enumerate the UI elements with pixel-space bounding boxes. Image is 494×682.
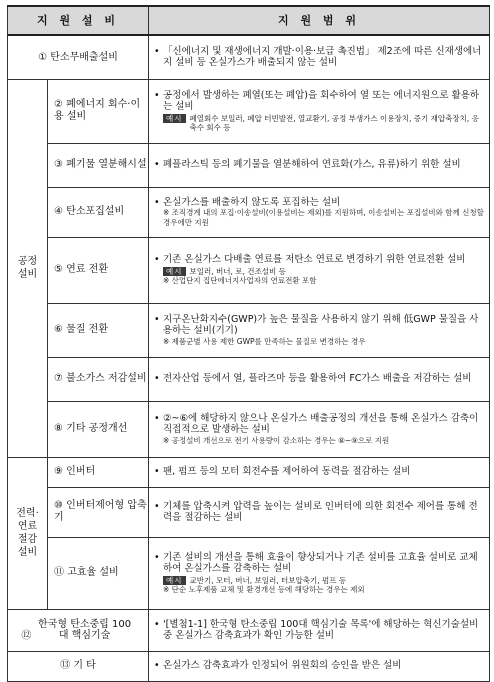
row-number: ⑤ — [54, 263, 63, 275]
note-text: ※ 조직경계 내의 포집·이송설비(이용설비는 제외)를 지원하며, 이송설비는 포집설비와 함께 신청할 경우에만 지원 — [163, 208, 484, 227]
scope-text: ②~⑥에 해당하지 않으나 온실가스 배출공정의 개선을 통해 온실가스 감축이 직접적으로 발생하는 설비 — [163, 412, 479, 436]
example-box — [154, 114, 486, 133]
bullet: • — [154, 45, 160, 57]
example-tag: 예시 — [163, 576, 186, 586]
table-row — [8, 609, 490, 651]
row-number: ② — [54, 98, 63, 110]
scope-cell — [149, 537, 490, 609]
category-label: 전력·연료절감설비 — [16, 508, 39, 558]
equipment-name: 고효율 설비 — [67, 566, 119, 578]
scope-cell — [149, 651, 490, 681]
bullet: • — [154, 551, 160, 563]
equipment-name: 폐에너지 회수·이용 설비 — [54, 98, 141, 122]
equipment-label — [48, 143, 149, 187]
equipment-label — [48, 79, 149, 143]
row-number: ⑦ — [54, 372, 63, 384]
equipment-label — [48, 487, 149, 537]
equipment-label — [48, 457, 149, 487]
scope-cell — [149, 35, 490, 79]
scope-cell — [149, 237, 490, 303]
scope-text: 온실가스를 배출하지 않도록 포집하는 설비 — [163, 196, 341, 208]
equipment-label — [48, 357, 149, 401]
example-tag: 예시 — [163, 114, 186, 124]
table-row — [8, 79, 490, 143]
scope-cell — [149, 143, 490, 187]
support-equipment-table — [7, 5, 490, 682]
equipment-label — [8, 651, 149, 681]
equipment-name: 연료 전환 — [66, 263, 108, 275]
equipment-name: 한국형 탄소중립 100대 핵심기술 — [38, 618, 132, 641]
row-number: ③ — [54, 158, 63, 170]
table-row — [8, 187, 490, 237]
table-header-row — [8, 6, 490, 35]
equipment-name: 불소가스 저감설비 — [66, 372, 147, 384]
table-row — [8, 537, 490, 609]
equipment-name: 인버터제어형 압축기 — [54, 499, 147, 523]
table-row — [8, 143, 490, 187]
scope-text: 팬, 펌프 등의 모터 회전수를 제어하여 동력을 절감하는 설비 — [163, 466, 411, 478]
scope-cell — [149, 357, 490, 401]
table-row — [8, 401, 490, 457]
equipment-label — [48, 187, 149, 237]
example-box — [154, 576, 486, 586]
bullet: • — [154, 89, 160, 101]
bullet: • — [154, 412, 160, 424]
table-row — [8, 457, 490, 487]
equipment-label — [8, 609, 149, 651]
scope-text: '[별첨1-1] 한국형 탄소중립 100대 핵심기술 목록'에 해당하는 혁신기술설비 중 온실가스 감축효과가 확인 가능한 설비 — [163, 618, 479, 641]
bullet: • — [154, 618, 160, 630]
bullet: • — [154, 313, 160, 325]
bullet: • — [154, 196, 160, 208]
header-scope: 지 원 범 위 — [149, 6, 490, 35]
row-number: ⑥ — [54, 323, 63, 335]
example-box — [154, 267, 486, 277]
note-text: ※ 산업단지 집단에너지사업자의 연료전환 포함 — [163, 276, 317, 286]
table-row — [8, 237, 490, 303]
table-row — [8, 487, 490, 537]
scope-cell — [149, 487, 490, 537]
equipment-label — [8, 35, 149, 79]
equipment-name: 물질 전환 — [66, 323, 108, 335]
equipment-name: 탄소무배출설비 — [50, 51, 118, 63]
row-number: ⑧ — [54, 422, 63, 434]
equipment-name: 기 타 — [73, 660, 96, 672]
scope-text: 온실가스 감축효과가 인정되어 위원회의 승인을 받은 설비 — [163, 660, 402, 672]
equipment-label — [48, 303, 149, 357]
row-number: ⑪ — [54, 566, 64, 578]
scope-cell — [149, 457, 490, 487]
example-text: 폐열회수 보일러, 폐압 터빈발전, 열교환기, 공정 부생가스 이용장치, 증기 재압축장치, 응축수 회수 등 — [189, 113, 479, 132]
scope-text: 전자산업 등에서 열, 플라즈마 등을 활용하여 FC가스 배출을 저감하는 설비 — [163, 373, 472, 385]
row-number: ⑨ — [54, 465, 63, 477]
bullet: • — [154, 466, 160, 478]
scope-text: 기존 온실가스 다배출 연료를 저탄소 연료로 변경하기 위한 연료전환 설비 — [163, 254, 466, 266]
equipment-name: 기타 공정개선 — [66, 422, 128, 434]
scope-cell — [149, 401, 490, 457]
row-number: ④ — [54, 205, 63, 217]
example-tag: 예시 — [163, 267, 186, 277]
header-equipment: 지 원 설 비 — [8, 6, 149, 35]
bullet: • — [154, 500, 160, 512]
bullet: • — [154, 373, 160, 385]
table-row — [8, 357, 490, 401]
table-row — [8, 303, 490, 357]
equipment-name: 폐기물 열분해시설 — [66, 158, 147, 170]
scope-cell — [149, 187, 490, 237]
category-process — [8, 79, 48, 457]
equipment-label — [48, 237, 149, 303]
row-number: ⑩ — [54, 499, 63, 511]
bullet: • — [154, 660, 160, 672]
equipment-name: 탄소포집설비 — [66, 205, 125, 217]
note-text: ※ 공정설비 개선으로 전기 사용량이 감소하는 경우는 ⑧~⑨으로 지원 — [163, 435, 390, 445]
table-row — [8, 35, 490, 79]
scope-text: 폐플라스틱 등의 폐기물을 열분해하여 연료화(가스, 유류)하기 위한 설비 — [163, 159, 461, 171]
scope-cell — [149, 609, 490, 651]
note-text: ※ 제품군별 사용 제한 GWP를 만족하는 물질로 변경하는 경우 — [163, 336, 366, 346]
scope-text: 기존 설비의 개선을 통해 효율이 향상되거나 기존 설비를 고효율 설비로 교체하여 온실가스를 감축하는 설비 — [163, 551, 478, 574]
table-row — [8, 651, 490, 681]
scope-text: 지구온난화지수(GWP)가 높은 물질을 사용하지 않기 위해 低GWP 물질을 사용하는 설비(기기) — [163, 313, 479, 337]
example-text: 보일러, 버너, 로, 건조설비 등 — [189, 266, 286, 276]
bullet: • — [154, 159, 160, 171]
category-label: 공정설비 — [17, 256, 38, 280]
equipment-name: 인버터 — [66, 465, 96, 477]
row-number: ⑫ — [21, 630, 32, 641]
scope-text: 기체를 압축시켜 압력을 높이는 설비로 인버터에 의한 회전수 제어를 통해 전력을 절감하는 설비 — [163, 500, 478, 523]
equipment-label — [48, 401, 149, 457]
note-text: ※ 단순 노후제품 교체 및 환경개선 등에 해당하는 경우는 제외 — [163, 585, 365, 594]
scope-cell — [149, 79, 490, 143]
bullet: • — [154, 254, 160, 266]
row-number: ① — [38, 51, 48, 63]
row-number: ⑬ — [60, 660, 71, 672]
equipment-label — [48, 537, 149, 609]
category-power — [8, 457, 48, 609]
scope-cell — [149, 303, 490, 357]
example-text: 교반기, 모터, 버너, 보일러, 터보압축기, 펌프 등 — [189, 575, 347, 585]
scope-text: 「신에너지 및 재생에너지 개발·이용·보급 촉진법」 제2조에 따른 신재생에너지 설비 등 온실가스가 배출되지 않는 설비 — [163, 45, 482, 69]
scope-text: 공정에서 발생하는 폐열(또는 폐압)을 회수하여 열 또는 에너지원으로 활용하는 설비 — [163, 89, 480, 112]
